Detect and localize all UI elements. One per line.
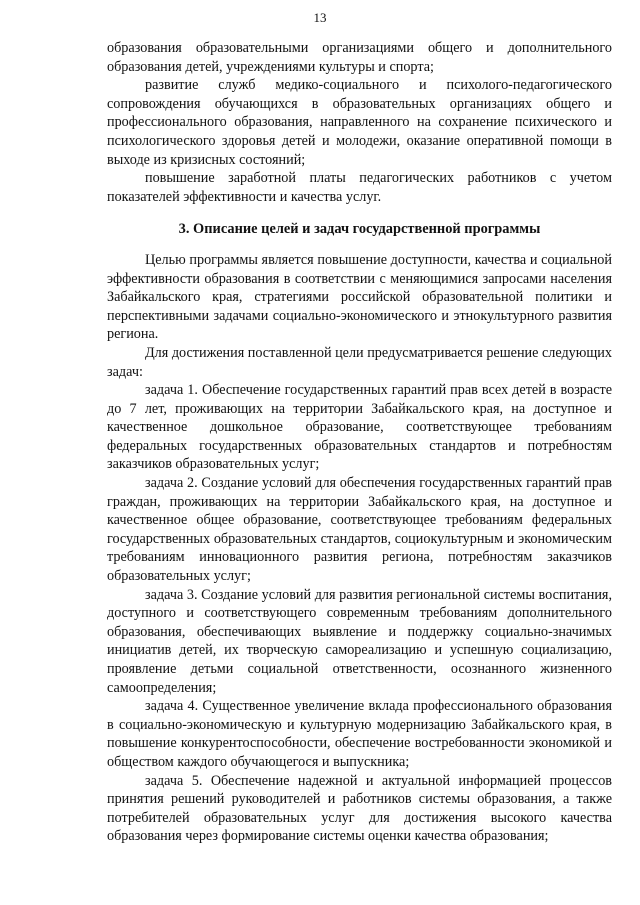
page-content xyxy=(107,39,612,846)
task-paragraph-4: задача 4. Существенное увеличение вклада профессионального образования в социально-экономическую и культурную модернизацию Забайкальского края, в повышение конкурентоспособности, обеспечение востребованности экономикой и обществом каждого обучающегося и выпускника; xyxy=(107,698,612,770)
task-paragraph-2: задача 2. Создание условий для обеспечения государственных гарантий прав граждан, проживающих на территории Забайкальского края, на доступное и качественное общее образование, соответствующее требованиям федеральных государственных образовательных стандартов, социокультурным и экономическим требованиям инновационного развития региона, потребностям заказчиков образовательных услуг; xyxy=(107,475,612,585)
intro-paragraph: развитие служб медико-социального и психолого-педагогического сопровождения обучающихся в образовательных организациях общего и профессионального образования, направленного на сохранение психического и психологического здоровья детей и молодежи, оказание оперативной помощи в выходе из кризисных состояний; xyxy=(107,77,612,168)
goal-paragraph: Целью программы является повышение доступности, качества и социальной эффективности образования в соответствии с меняющимися запросами населения Забайкальского края, стратегиями российской образовательной политики и перспективными задачами социально-экономического и этнокультурного развития региона. xyxy=(107,251,612,343)
task-paragraph-3: задача 3. Создание условий для развития региональной системы воспитания, доступного и соответствующего современным требованиям дополнительного образования, обеспечивающих выявление и поддержку социально-значимых инициатив детей, их творческую самореализацию и успешную социализацию, проявление детьми социальной ответственности, осознанного жизненного самоопределения; xyxy=(107,586,612,696)
intro-paragraph: повышение заработной платы педагогических работников с учетом показателей эффективности и качества услуг. xyxy=(107,170,612,205)
page-number: 13 xyxy=(313,10,327,25)
task-paragraph-1: задача 1. Обеспечение государственных гарантий прав всех детей в возрасте до 7 лет, проживающих на территории Забайкальского края, на доступное и качественное дошкольное образование, соответствующее требованиям федеральных государственных образовательных стандартов и потребностям заказчиков образовательных услуг; xyxy=(107,382,612,473)
goal-paragraph: Для достижения поставленной цели предусматривается решение следующих задач: xyxy=(107,344,612,380)
section-heading: 3. Описание целей и задач государственной программы xyxy=(178,221,541,238)
intro-paragraph: образования образовательными организациями общего и дополнительного образования детей, учреждениями культуры и спорта; xyxy=(107,40,612,75)
task-paragraph-5: задача 5. Обеспечение надежной и актуальной информацией процессов принятия решений руководителей и работников системы образования, а также потребителей образовательных услуг для достижения высокого качества образования через формирование системы оценки качества образования; xyxy=(107,772,612,845)
